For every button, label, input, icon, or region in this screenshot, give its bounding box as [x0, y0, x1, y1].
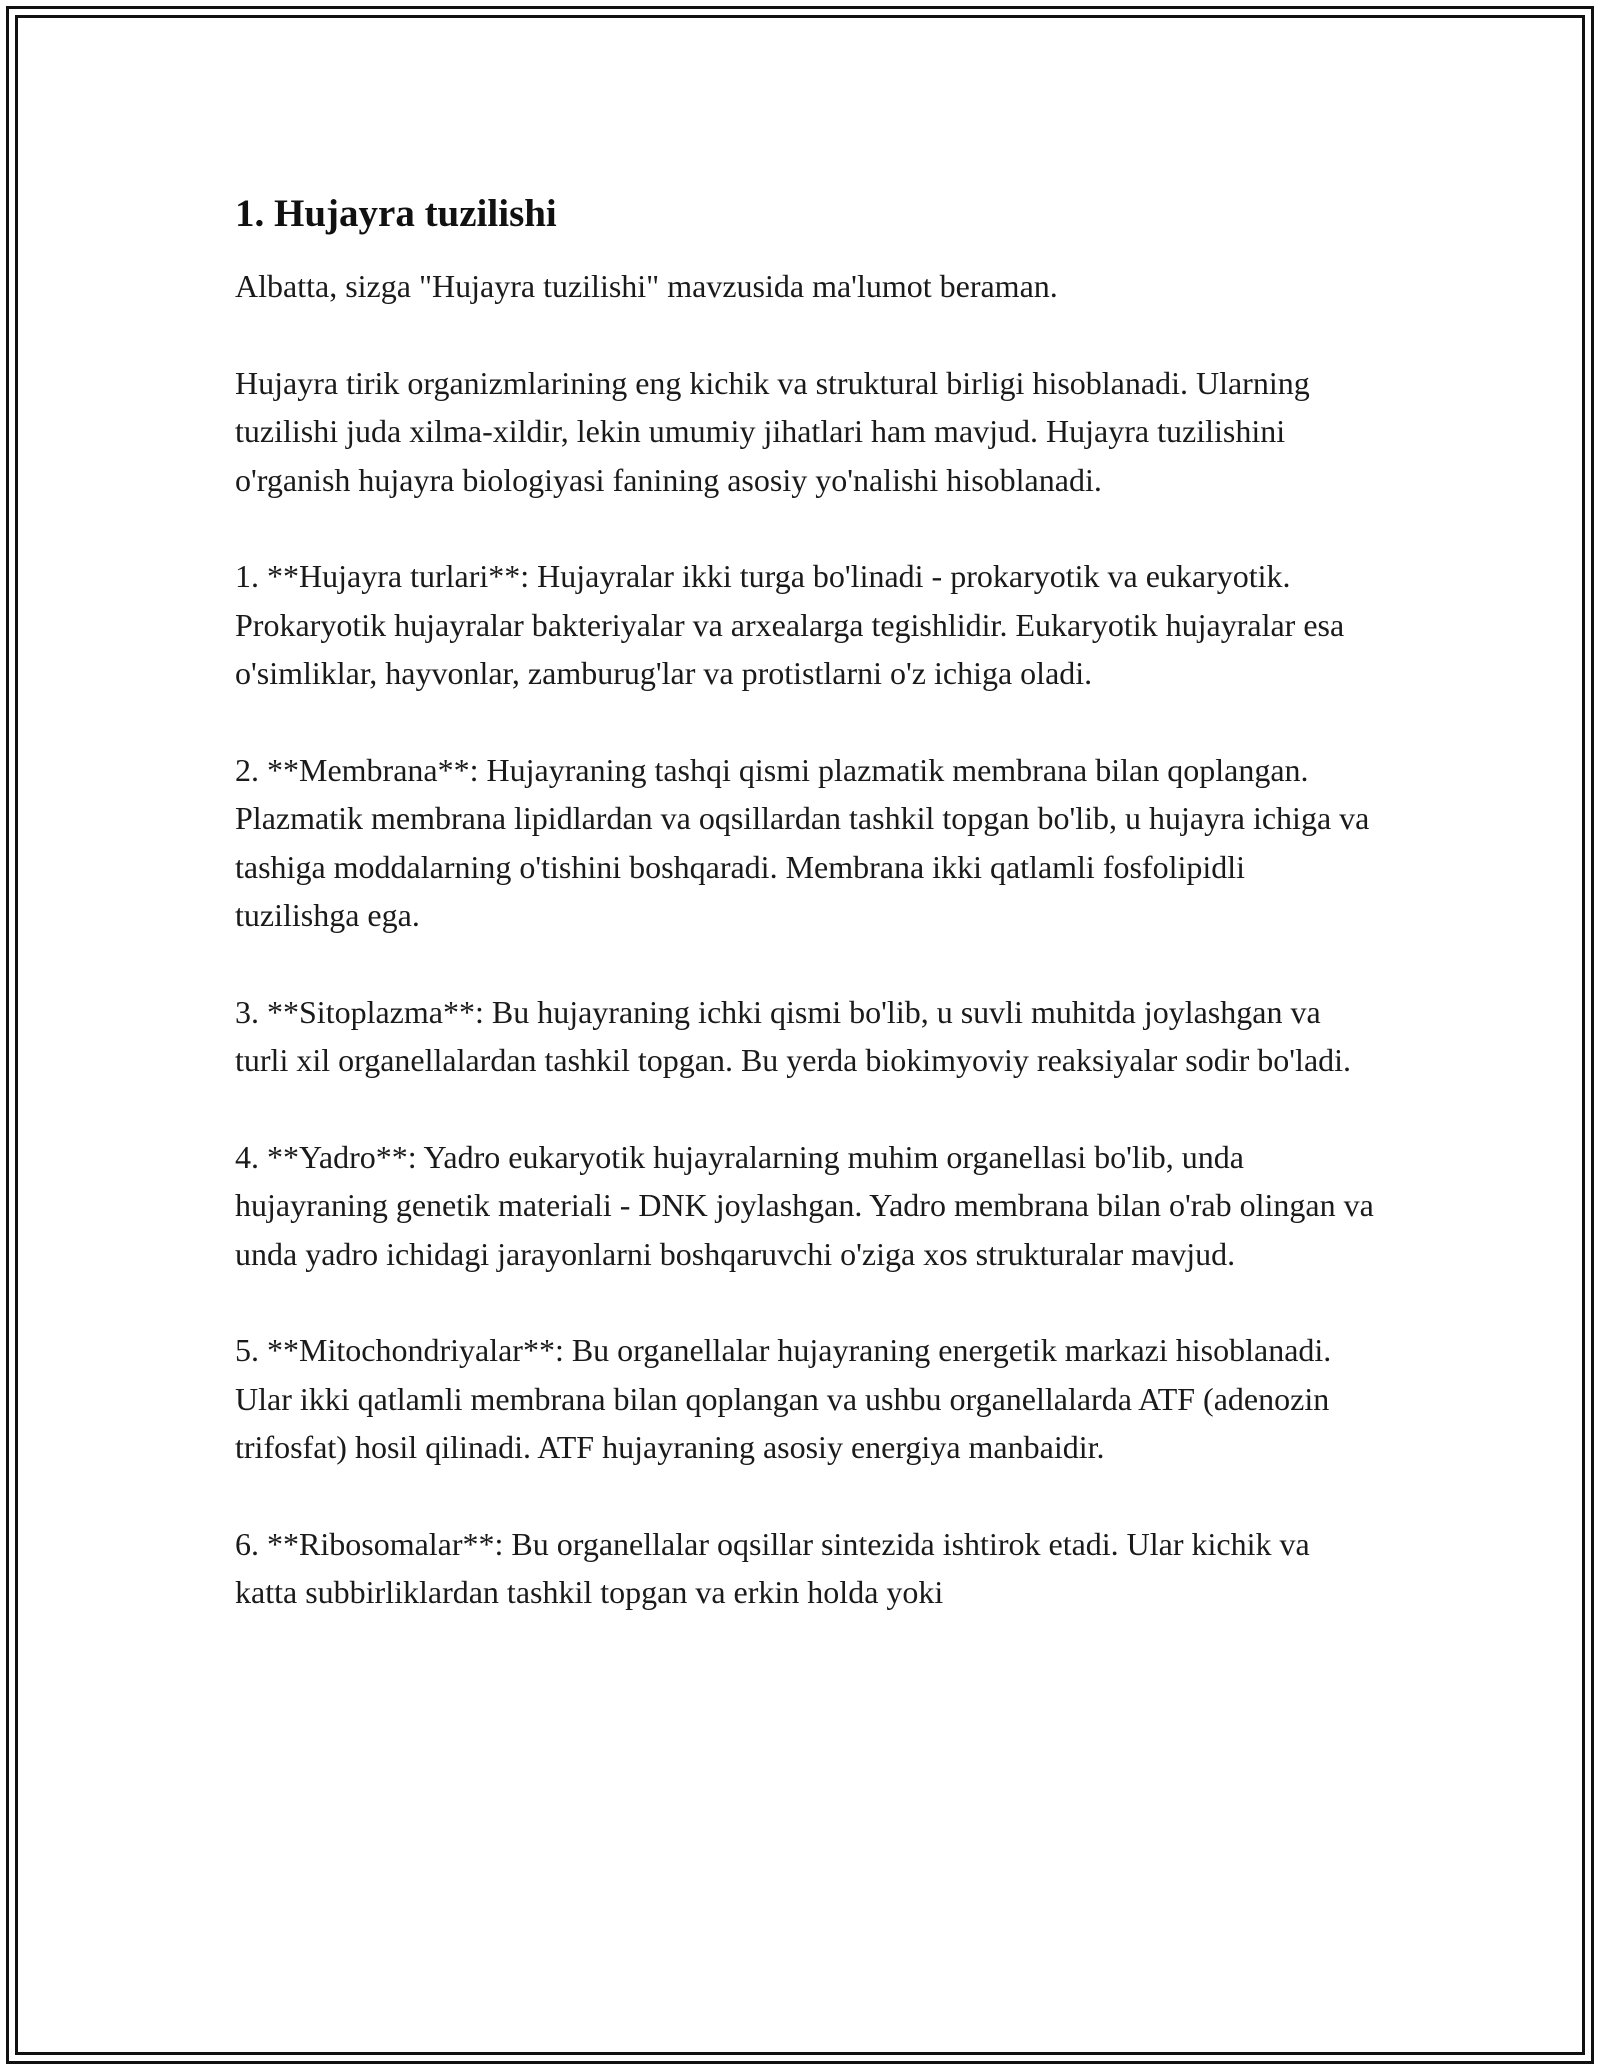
paragraph-overview: Hujayra tirik organizmlarining eng kichik va struktural birligi hisoblanadi. Ularning tuzilishi juda xilma-xildir, lekin umumiy jihatlari ham mavjud. Hujayra tuzilishini o'rganish hujayra biologiyasi fanining asosiy yo'nalishi hisoblanadi.: [235, 364, 1310, 498]
document-body: [235, 188, 1375, 1617]
paragraph-membrane: 2. **Membrana**: Hujayraning tashqi qismi plazmatik membrana bilan qoplangan. Plazmatik membrana lipidlardan va oqsillardan tashkil topgan bo'lib, u hujayra ichiga va tashiga moddalarning o'tishini boshqaradi. Membrana ikki qatlamli fosfolipidli tuzilishga ega.: [235, 751, 1370, 933]
paragraph-mitochondria: 5. **Mitochondriyalar**: Bu organellalar hujayraning energetik markazi hisoblanadi. Ular ikki qatlamli membrana bilan qoplangan va ushbu organellalarda ATF (adenozin trifosfat) hosil qilinadi. ATF hujayraning asosiy energiya manbaidir.: [235, 1332, 1332, 1465]
paragraph-ribosomes: 6. **Ribosomalar**: Bu organellalar oqsillar sintezida ishtirok etadi. Ular kichik va katta subbirliklardan tashkil topgan va erkin holda yoki: [235, 1525, 1310, 1610]
paragraph-nucleus: 4. **Yadro**: Yadro eukaryotik hujayralarning muhim organellasi bo'lib, unda hujayraning genetik materiali - DNK joylashgan. Yadro membrana bilan o'rab olingan va unda yadro ichidagi jarayonlarni boshqaruvchi o'ziga xos strukturalar mavjud.: [235, 1138, 1374, 1272]
paragraph-intro: Albatta, sizga "Hujayra tuzilishi" mavzusida ma'lumot beraman.: [235, 268, 1058, 304]
paragraph-cytoplasm: 3. **Sitoplazma**: Bu hujayraning ichki qismi bo'lib, u suvli muhitda joylashgan va turli xil organellalardan tashkil topgan. Bu yerda biokimyoviy reaksiyalar sodir bo'ladi.: [235, 993, 1352, 1078]
document-title: 1. Hujayra tuzilishi: [235, 192, 557, 235]
paragraph-cell-types: 1. **Hujayra turlari**: Hujayralar ikki turga bo'linadi - prokaryotik va eukaryotik. Prokaryotik hujayralar bakteriyalar va arxealarga tegishlidir. Eukaryotik hujayralar esa o'simliklar, hayvonlar, zamburug'lar va protistlarni o'z ichiga oladi.: [235, 558, 1345, 691]
